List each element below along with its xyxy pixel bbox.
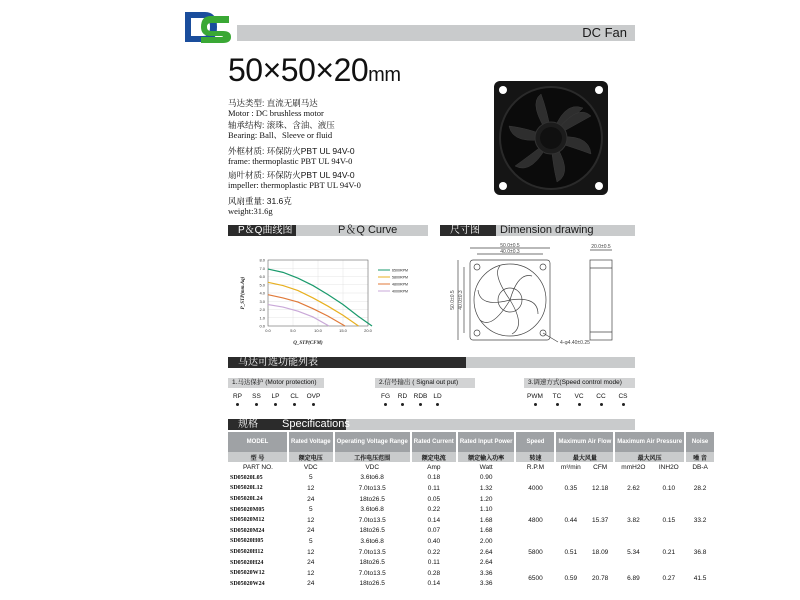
y-tick-label: 8.0 [259, 257, 265, 263]
bearing-cn: 轴承结构: 滚珠、含油、液压 [228, 120, 335, 130]
x-tick-label: 15.0 [339, 328, 347, 333]
y-tick-label: 3.0 [259, 298, 265, 304]
group-cell: 6.89 [627, 575, 640, 583]
col-header-en: Rated Voltage [288, 432, 334, 452]
feature-group-2-title: 2.信号输出 ( Signal out put) [375, 378, 475, 388]
part-number: SD05020H05 [230, 538, 264, 545]
feature-code: LD [430, 393, 445, 406]
feature-code: VC [568, 393, 590, 406]
dim-section-en: Dimension drawing [500, 224, 594, 236]
unit-cell: PART NO. [243, 463, 273, 471]
feature-group-2-codes [377, 393, 445, 406]
group-cell: 0.27 [662, 575, 676, 583]
dim-hole-top: 40.0±0.3 [500, 249, 520, 255]
table-cell: 7.0to13.5 [358, 548, 386, 556]
bearing-en: Bearing: Ball、Sleeve or fluid [228, 130, 333, 140]
part-number: SD05020H24 [230, 559, 264, 566]
col-header-cn: 最大风压 [614, 452, 685, 462]
spec-section-en: Specifications [282, 418, 350, 430]
part-number: SD05020M12 [230, 517, 265, 524]
unit-cell: Watt [479, 463, 493, 471]
feature-code: CL [285, 393, 304, 406]
table-cell: 0.14 [427, 516, 441, 524]
part-number: SD05020M05 [230, 506, 265, 513]
legend-label: 5800RPM [392, 275, 408, 280]
table-cell: 5 [308, 474, 313, 482]
impeller-en: impeller: thermoplastic PBT UL 94V-0 [228, 180, 361, 190]
pq-section-bar [228, 225, 428, 236]
motor-type-cn: 马达类型: 直流无刷马达 [228, 98, 318, 108]
pq-curve-chart [228, 238, 428, 350]
features-section-cn: 马达可选功能列表 [238, 357, 318, 368]
y-axis-label: P_STP(mm.Aq) [241, 276, 246, 310]
group-cell: 0.51 [564, 548, 578, 556]
dim-outer-top: 50.0±0.5 [500, 243, 520, 249]
size-unit: mm [368, 64, 401, 86]
table-cell: 0.14 [427, 580, 441, 588]
table-cell: 24 [307, 495, 315, 503]
spec-section-cn: 规格 [238, 419, 258, 430]
dim-outer-side: 50.0±0.5 [450, 290, 456, 310]
unit-cell: m³/min [560, 463, 581, 471]
group-cell: 2.62 [627, 484, 640, 492]
unit-cell: R.P.M [526, 463, 545, 471]
x-axis-label: Q_STP(CFM) [293, 341, 323, 346]
table-row [228, 504, 715, 515]
group-cell: 6500 [528, 575, 543, 583]
table-cell: 3.6to6.8 [360, 537, 384, 545]
col-header-cn: 额定电压 [288, 452, 334, 462]
col-header-en: Rated Input Power [457, 432, 516, 452]
table-cell: 0.40 [427, 537, 441, 545]
dim-section-bar [440, 225, 635, 236]
group-cell: 33.2 [693, 516, 707, 524]
table-row [228, 568, 715, 579]
table-cell: 1.68 [479, 527, 493, 535]
dimension-drawing [440, 238, 635, 350]
feature-code: RD [394, 393, 411, 406]
spec-section-bar [228, 419, 635, 430]
feature-code: TC [546, 393, 568, 406]
pq-section-en: P＆Q Curve [338, 224, 398, 236]
col-header-cn: 额定电流 [411, 452, 457, 462]
table-cell: 5 [308, 537, 313, 545]
table-cell: 3.36 [479, 569, 493, 577]
feature-code: LP [266, 393, 285, 406]
features-section-bar [228, 357, 635, 368]
table-cell: 0.11 [427, 559, 440, 567]
table-cell: 3.6to6.8 [360, 474, 384, 482]
group-cell: 36.8 [693, 548, 707, 556]
col-header-cn: 噪 音 [685, 452, 715, 462]
col-header-en: MODEL [228, 432, 288, 452]
table-cell: 12 [307, 484, 315, 492]
feature-code: CC [590, 393, 612, 406]
group-cell: 5800 [528, 548, 543, 556]
brand-logo-icon [183, 10, 233, 44]
group-cell: 3.82 [627, 516, 640, 524]
weight-cn: 风扇重量: 31.6克 [228, 196, 292, 206]
page-category: DC Fan [582, 25, 627, 40]
group-cell: 5.34 [627, 548, 640, 556]
unit-cell: VDC [303, 463, 318, 471]
header-bar [237, 25, 635, 41]
legend-label: 4800RPM [392, 282, 408, 287]
group-cell: 4000 [528, 484, 543, 492]
table-cell: 2.00 [479, 537, 493, 545]
table-cell: 12 [307, 548, 315, 556]
part-number: SD05020L05 [230, 474, 263, 481]
table-cell: 1.20 [479, 495, 493, 503]
feature-code: PWM [524, 393, 546, 406]
group-cell: 0.59 [564, 575, 578, 583]
table-cell: 0.90 [479, 474, 493, 482]
feature-code: RDB [411, 393, 430, 406]
col-header-en: Maximum Air Pressure [614, 432, 685, 452]
series-line [268, 282, 359, 326]
x-tick-label: 5.0 [290, 328, 296, 333]
col-header-cn: 工作电压范围 [334, 452, 411, 462]
group-cell: 0.35 [564, 484, 578, 492]
unit-cell: CFM [593, 463, 608, 471]
table-cell: 18to26.5 [359, 580, 385, 588]
group-cell: 12.18 [592, 484, 609, 492]
table-cell: 7.0to13.5 [358, 516, 386, 524]
group-cell: 4800 [528, 516, 543, 524]
table-cell: 0.28 [427, 569, 441, 577]
col-header-cn: 额定输入功率 [457, 452, 516, 462]
table-cell: 18to26.5 [359, 559, 385, 567]
col-header-en: Maximum Air Flow [555, 432, 614, 452]
table-cell: 12 [307, 516, 315, 524]
feature-code: CS [612, 393, 634, 406]
y-tick-label: 6.0 [259, 274, 265, 279]
unit-cell: Amp [427, 463, 441, 471]
legend-label: 4000RPM [392, 289, 408, 294]
table-cell: 12 [307, 569, 315, 577]
y-tick-label: 1.0 [259, 315, 265, 321]
part-number: SD05020L24 [230, 496, 263, 503]
table-cell: 3.6to6.8 [360, 506, 384, 514]
unit-cell: VDC [365, 463, 380, 471]
group-cell: 0.21 [662, 548, 676, 556]
y-tick-label: 2.0 [259, 307, 265, 312]
table-cell: 24 [307, 527, 315, 535]
feature-code: FG [377, 393, 394, 406]
x-tick-label: 20.0 [364, 328, 372, 333]
table-cell: 1.10 [479, 506, 493, 514]
table-cell: 0.11 [427, 484, 440, 492]
group-cell: 28.2 [693, 484, 707, 492]
table-cell: 7.0to13.5 [358, 569, 386, 577]
table-cell: 0.18 [427, 474, 441, 482]
table-cell: 0.22 [427, 506, 441, 514]
size-main: 50×50×20 [228, 52, 369, 88]
y-tick-label: 4.0 [259, 290, 265, 296]
product-size-title [228, 52, 400, 89]
pq-section-cn: P＆Q曲线图 [238, 225, 293, 236]
group-cell: 0.44 [564, 516, 578, 524]
dim-thickness: 20.0±0.5 [591, 244, 611, 250]
impeller-cn: 扇叶材质: 环保防火PBT UL 94V-0 [228, 170, 355, 180]
col-header-en: Noise [685, 432, 715, 452]
unit-cell: INH2O [658, 463, 679, 471]
col-header-cn: 最大风量 [555, 452, 614, 462]
table-cell: 0.05 [427, 495, 441, 503]
table-cell: 0.07 [427, 527, 441, 535]
part-number: SD05020W12 [230, 570, 265, 577]
part-number: SD05020W24 [230, 580, 265, 587]
fan-product-image [493, 80, 609, 196]
table-row [228, 473, 715, 484]
table-cell: 24 [307, 580, 315, 588]
feature-code: RP [228, 393, 247, 406]
spec-table [228, 432, 716, 589]
weight-en: weight:31.6g [228, 206, 273, 216]
unit-cell: mmH2O [621, 463, 646, 471]
series-line [268, 295, 345, 326]
y-tick-label: 0.0 [259, 323, 265, 329]
frame-en: frame: thermoplastic PBT UL 94V-0 [228, 156, 353, 166]
legend-label: 6500RPM [392, 268, 408, 273]
part-number: SD05020M24 [230, 527, 265, 534]
table-cell: 1.32 [479, 484, 493, 492]
frame-cn: 外框材质: 环保防火PBT UL 94V-0 [228, 146, 355, 156]
motor-type-en: Motor : DC brushless motor [228, 108, 324, 118]
table-cell: 1.68 [479, 516, 493, 524]
dim-hole-dia: 4-φ4.40±0.25 [560, 340, 590, 346]
table-cell: 3.36 [479, 580, 493, 588]
dim-section-cn: 尺寸图 [450, 225, 480, 236]
col-header-cn: 转速 [515, 452, 555, 462]
part-number: SD05020L12 [230, 485, 263, 492]
table-row [228, 536, 715, 547]
group-cell: 0.15 [662, 516, 676, 524]
dim-hole-side: 40.0±0.3 [458, 290, 464, 310]
x-tick-label: 0.0 [265, 328, 271, 333]
group-cell: 15.37 [592, 516, 609, 524]
col-header-cn: 型 号 [228, 452, 288, 462]
y-tick-label: 5.0 [259, 282, 265, 288]
group-cell: 20.78 [592, 575, 609, 583]
x-tick-label: 10.0 [314, 328, 322, 333]
table-cell: 0.22 [427, 548, 441, 556]
table-cell: 2.64 [479, 559, 493, 567]
group-cell: 18.09 [592, 548, 609, 556]
col-header-en: Rated Current [411, 432, 457, 452]
units-row [228, 462, 715, 473]
table-cell: 5 [308, 506, 313, 514]
part-number: SD05020H12 [230, 549, 264, 556]
table-cell: 24 [307, 559, 315, 567]
feature-code: OVP [304, 393, 323, 406]
series-line [268, 305, 329, 326]
col-header-en: Speed [515, 432, 555, 452]
y-tick-label: 7.0 [259, 265, 265, 271]
feature-group-1-codes [228, 393, 323, 406]
feature-code: SS [247, 393, 266, 406]
group-cell: 0.10 [662, 484, 676, 492]
feature-group-1-title: 1.马达保护 (Motor protection) [228, 378, 324, 388]
feature-group-3-codes [524, 393, 634, 406]
table-cell: 7.0to13.5 [358, 484, 386, 492]
table-cell: 18to26.5 [359, 495, 385, 503]
table-cell: 2.64 [479, 548, 493, 556]
table-cell: 18to26.5 [359, 527, 385, 535]
feature-group-3-title: 3.调速方式(Speed control mode) [524, 378, 635, 388]
col-header-en: Operating Voltage Range [334, 432, 411, 452]
group-cell: 41.5 [693, 575, 707, 583]
unit-cell: DB-A [692, 463, 708, 471]
product-specs [228, 98, 361, 216]
